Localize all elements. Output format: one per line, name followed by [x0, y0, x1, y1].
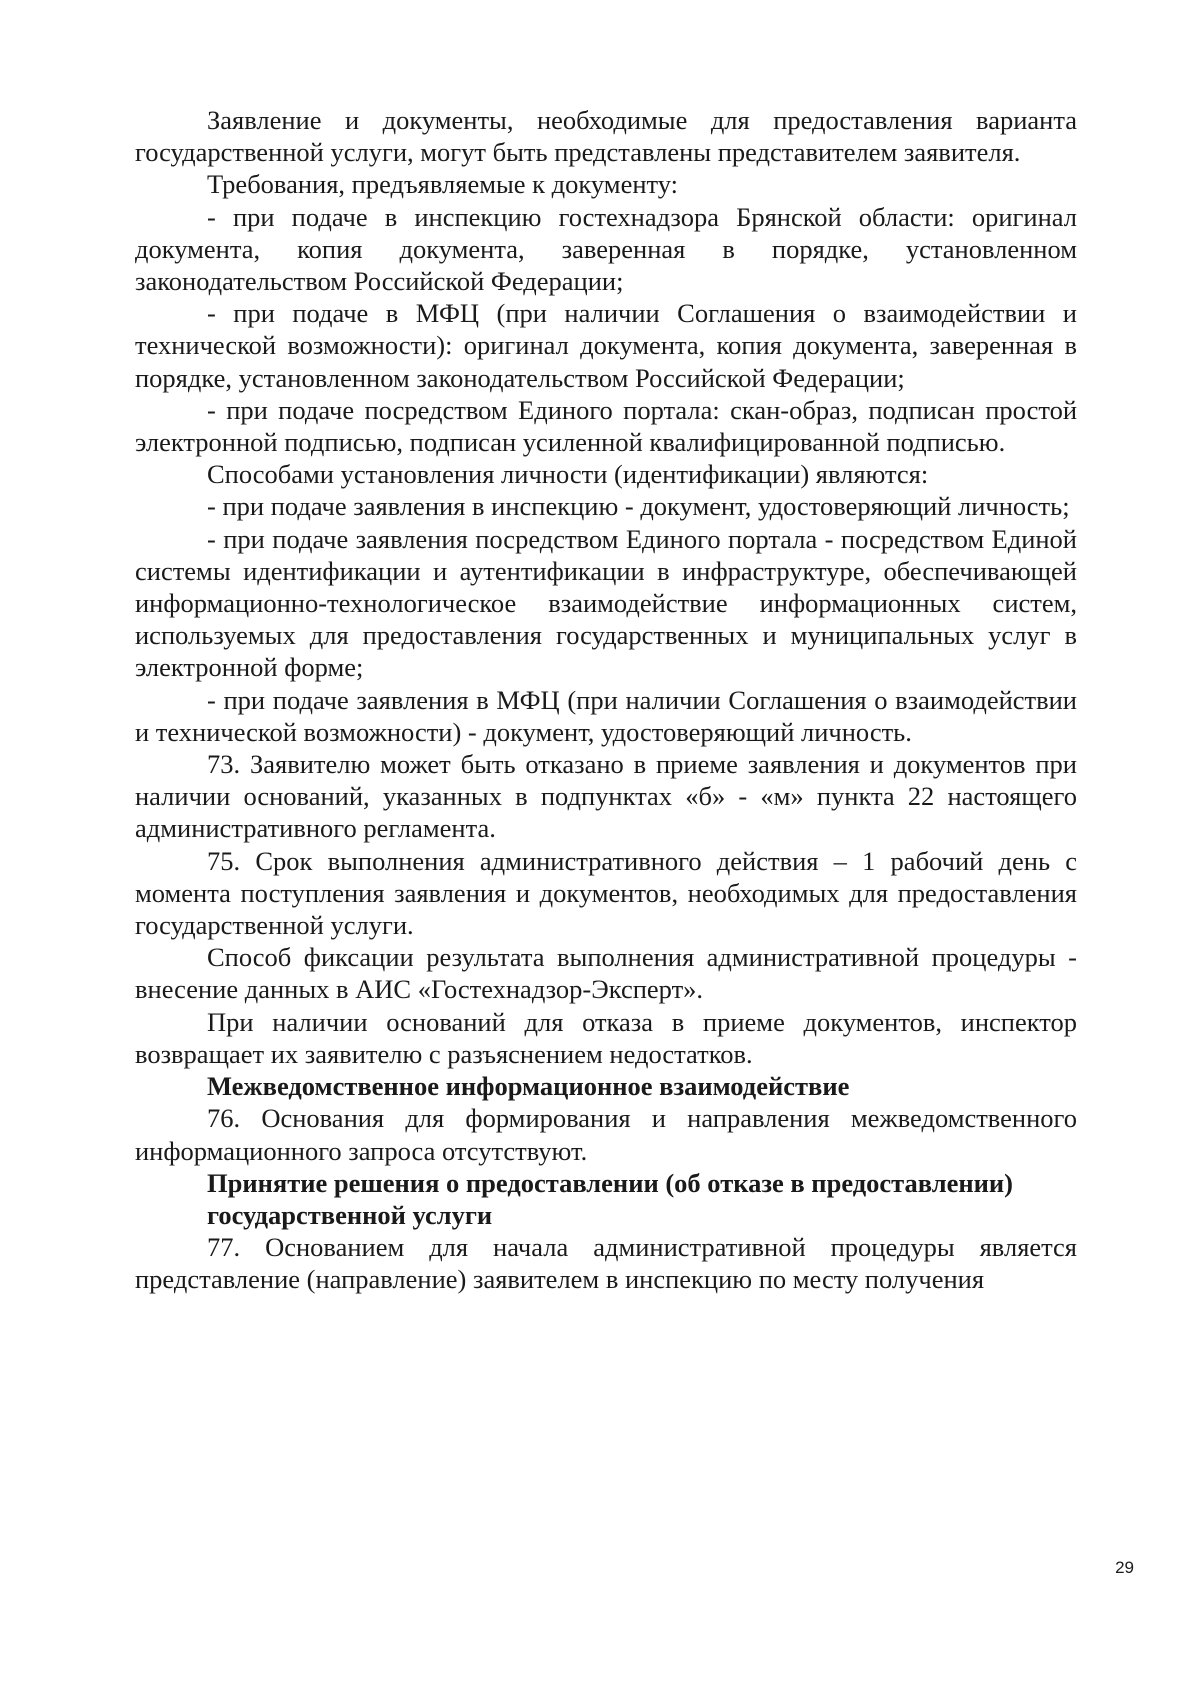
- paragraph-requirement-mfc: - при подаче в МФЦ (при наличии Соглашения о взаимодействии и технической возможности): оригинал документа, копия документа, заверенная в порядке, установленном законодательством Российской Федерации;: [135, 298, 1077, 393]
- paragraph-refusal-return: При наличии оснований для отказа в приеме документов, инспектор возвращает их заявителю с разъяснением недостатков.: [135, 1006, 1077, 1069]
- paragraph-identification-inspection: - при подаче заявления в инспекцию - документ, удостоверяющий личность;: [207, 491, 1070, 522]
- page-number: 29: [1115, 1558, 1134, 1577]
- section-heading-decision-line-2: государственной услуги: [207, 1199, 493, 1230]
- paragraph-identification-intro: Способами установления личности (идентификации) являются:: [207, 459, 929, 490]
- paragraph-requirement-portal: - при подаче посредством Единого портала: скан-образ, подписан простой электронной подписью, подписан усиленной квалифицированной подписью.: [135, 394, 1077, 458]
- paragraph-identification-mfc: - при подаче заявления в МФЦ (при наличии Соглашения о взаимодействии и технической возможности) - документ, удостоверяющий личность.: [135, 684, 1077, 747]
- paragraph-73: 73. Заявителю может быть отказано в приеме заявления и документов при наличии оснований, указанных в подпунктах «б» - «м» пункта 22 настоящего административного регламента.: [135, 749, 1077, 844]
- paragraph-requirement-inspection: - при подаче в инспекцию гостехнадзора Брянской области: оригинал документа, копия документа, заверенная в порядке, установленном законодательством Российской Федерации;: [135, 201, 1077, 297]
- paragraph-76: 76. Основания для формирования и направления межведомственного информационного запроса отсутствуют.: [135, 1103, 1077, 1166]
- paragraph-representative: Заявление и документы, необходимые для предоставления варианта государственной услуги, могут быть представлены представителем заявителя.: [135, 105, 1077, 168]
- paragraph-75: 75. Срок выполнения административного действия – 1 рабочий день с момента поступления заявления и документов, необходимых для предоставления государственной услуги.: [135, 845, 1077, 941]
- paragraph-identification-portal: - при подаче заявления посредством Единого портала - посредством Единой системы идентификации и аутентификации в инфраструктуре, обеспечивающей информационно-технологическое взаимодействие информационных систем, используемых для предоставления государственных и муниципальных услуг в электронной форме;: [135, 523, 1077, 683]
- section-heading-decision-line-1: Принятие решения о предоставлении (об отказе в предоставлении): [207, 1167, 1013, 1198]
- section-heading-interagency: Межведомственное информационное взаимодействие: [207, 1071, 850, 1102]
- paragraph-77: 77. Основанием для начала административной процедуры является представление (направление) заявителем в инспекцию по месту получения: [135, 1232, 1077, 1295]
- document-body: [135, 104, 1077, 1296]
- paragraph-fixation-method: Способ фиксации результата выполнения административной процедуры - внесение данных в АИС «Гостехнадзор-Эксперт».: [135, 942, 1077, 1005]
- paragraph-requirements-intro: Требования, предъявляемые к документу:: [207, 169, 679, 200]
